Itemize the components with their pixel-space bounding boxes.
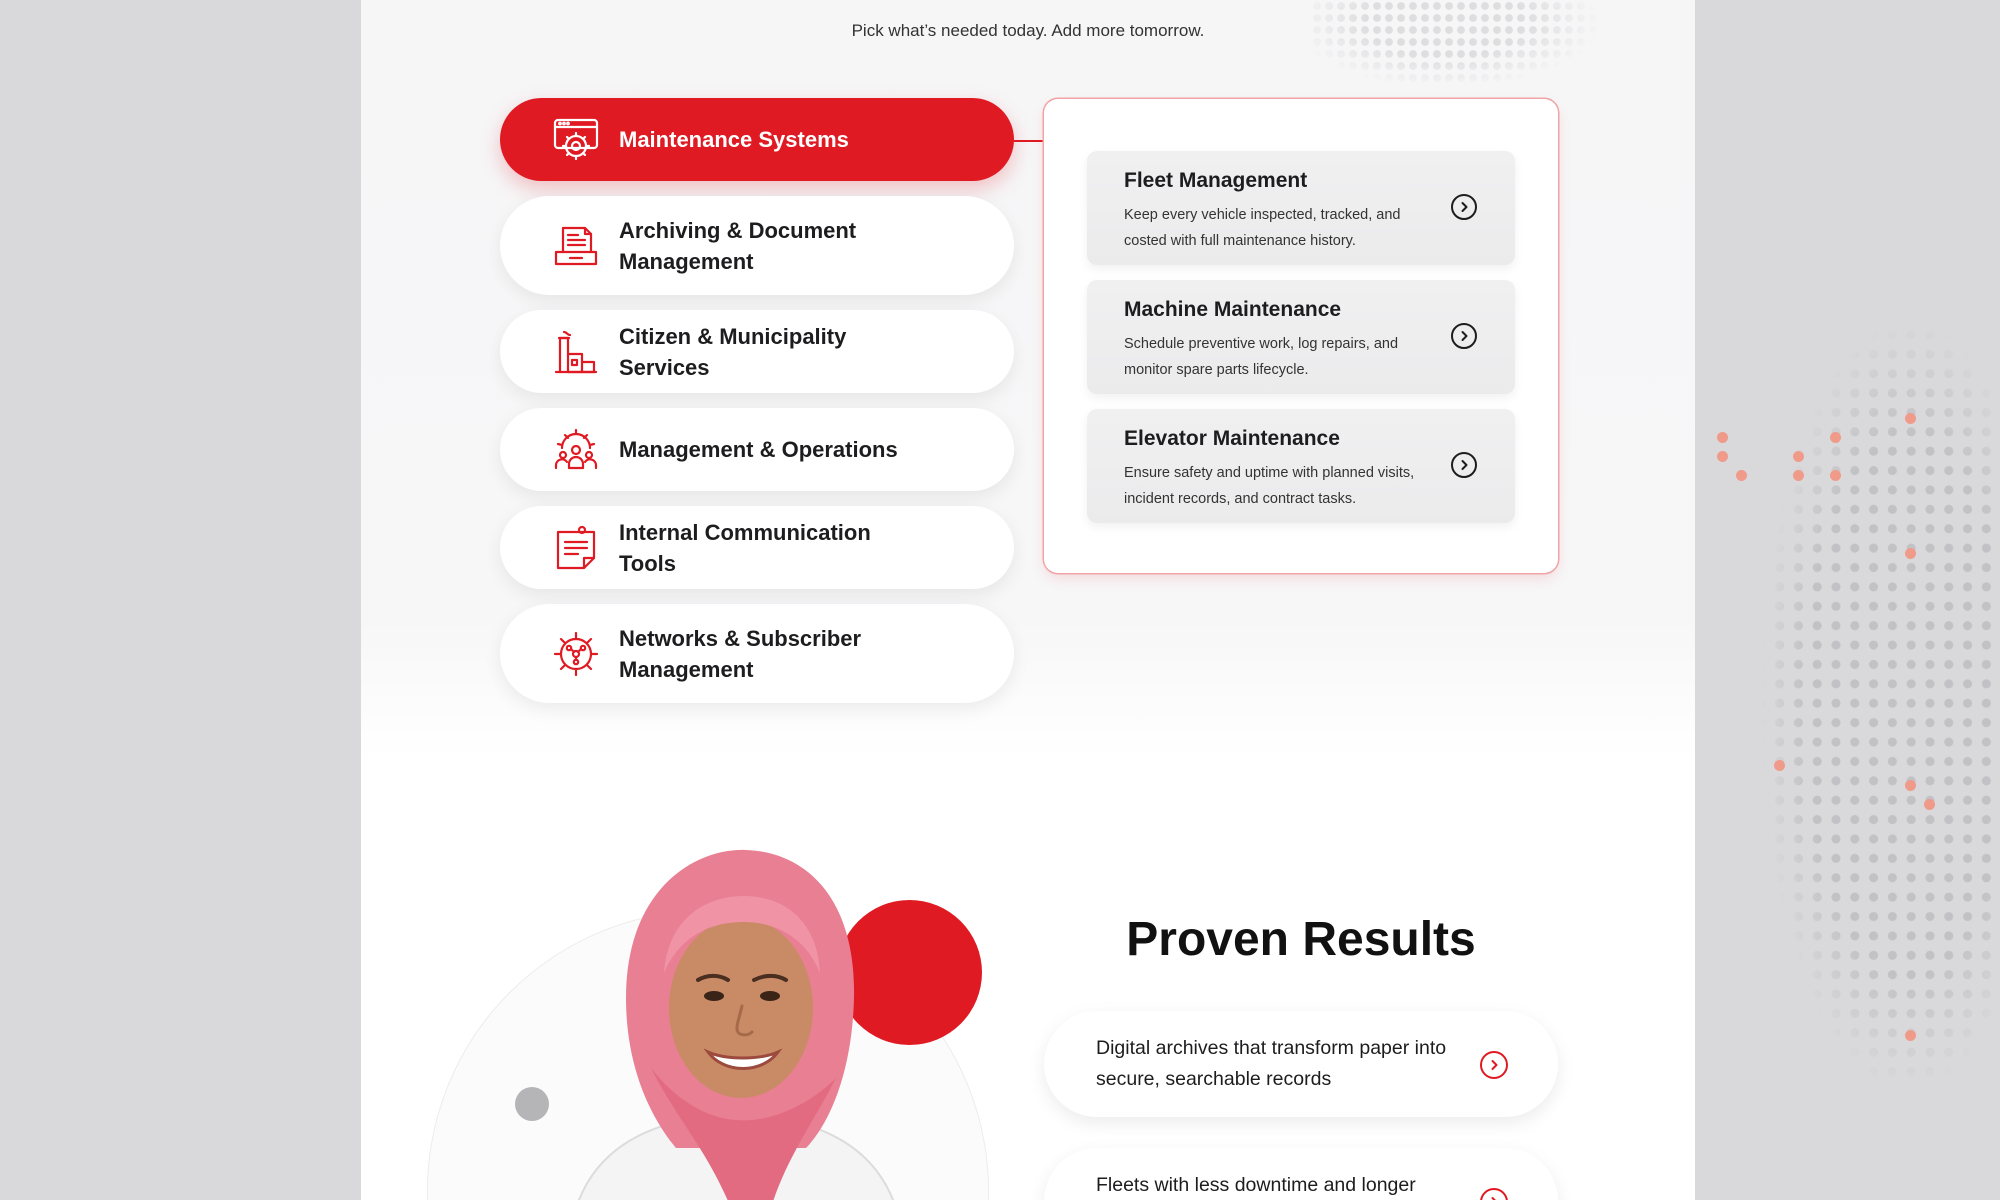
notepad-icon xyxy=(552,524,600,572)
detail-card-elevator-maintenance[interactable] xyxy=(1087,409,1515,523)
map-accent-dot xyxy=(1717,451,1728,462)
category-item-citizen-municipality[interactable] xyxy=(500,310,1014,393)
document-tray-icon xyxy=(552,222,600,270)
result-text: Digital archives that transform paper into secure, searchable records xyxy=(1096,1037,1447,1090)
results-title: Proven Results xyxy=(1126,913,1476,966)
detail-title: Fleet Management xyxy=(1124,169,1308,192)
chevron-right-circle-icon[interactable] xyxy=(1480,1051,1508,1079)
person-portrait-illustration xyxy=(556,848,916,1200)
result-text: Fleets with less downtime and longer xyxy=(1096,1174,1416,1196)
page-content xyxy=(361,0,1695,1200)
map-accent-dot xyxy=(1774,760,1785,771)
chevron-right-circle-icon[interactable] xyxy=(1480,1188,1508,1200)
category-item-networks-subscriber[interactable] xyxy=(500,604,1014,703)
category-item-internal-communication[interactable] xyxy=(500,506,1014,589)
map-accent-dot xyxy=(1793,470,1804,481)
result-card[interactable] xyxy=(1044,1011,1558,1117)
detail-title: Machine Maintenance xyxy=(1124,298,1342,321)
decorative-grey-dot xyxy=(515,1087,549,1121)
gear-browser-icon xyxy=(552,116,600,164)
category-label: Maintenance Systems xyxy=(619,127,849,152)
detail-card-fleet-management[interactable] xyxy=(1087,151,1515,265)
map-accent-dot xyxy=(1793,451,1804,462)
network-gear-icon xyxy=(552,630,600,678)
result-card[interactable] xyxy=(1044,1148,1558,1200)
detail-title: Elevator Maintenance xyxy=(1124,427,1340,450)
header-dots-decoration xyxy=(1311,0,1651,110)
category-label: Management & Operations xyxy=(619,437,898,462)
map-accent-dot xyxy=(1924,799,1935,810)
detail-description: Schedule preventive work, log repairs, and monitor spare parts lifecycle. xyxy=(1124,336,1399,378)
map-accent-dot xyxy=(1717,432,1728,443)
category-list xyxy=(500,98,1014,718)
map-accent-dot xyxy=(1905,780,1916,791)
world-map-dots-decoration xyxy=(1695,170,2000,1200)
active-connector-line xyxy=(1014,140,1046,142)
detail-panel xyxy=(1044,99,1558,573)
map-accent-dot xyxy=(1905,548,1916,559)
chevron-right-circle-icon[interactable] xyxy=(1451,194,1477,220)
map-accent-dot xyxy=(1830,432,1841,443)
map-accent-dot xyxy=(1905,1030,1916,1041)
team-gear-icon xyxy=(552,426,600,474)
category-item-archiving[interactable] xyxy=(500,196,1014,295)
map-accent-dot xyxy=(1905,413,1916,424)
category-label: Archiving & Document Management xyxy=(619,217,857,274)
map-accent-dot xyxy=(1830,470,1841,481)
section-tagline: Pick what’s needed today. Add more tomorrow. xyxy=(851,21,1205,40)
category-label: Internal Communication Tools xyxy=(619,519,871,576)
category-label: Citizen & Municipality Services xyxy=(619,323,847,380)
detail-description: Ensure safety and uptime with planned visits, incident records, and contract tasks. xyxy=(1124,465,1415,507)
category-item-management-operations[interactable] xyxy=(500,408,1014,491)
chevron-right-circle-icon[interactable] xyxy=(1451,323,1477,349)
detail-description: Keep every vehicle inspected, tracked, and costed with full maintenance history. xyxy=(1124,207,1401,249)
category-label: Networks & Subscriber Management xyxy=(619,625,862,682)
factory-icon xyxy=(552,328,600,376)
category-item-maintenance-systems[interactable] xyxy=(500,98,1014,181)
map-accent-dot xyxy=(1736,470,1747,481)
chevron-right-circle-icon[interactable] xyxy=(1451,452,1477,478)
detail-card-machine-maintenance[interactable] xyxy=(1087,280,1515,394)
